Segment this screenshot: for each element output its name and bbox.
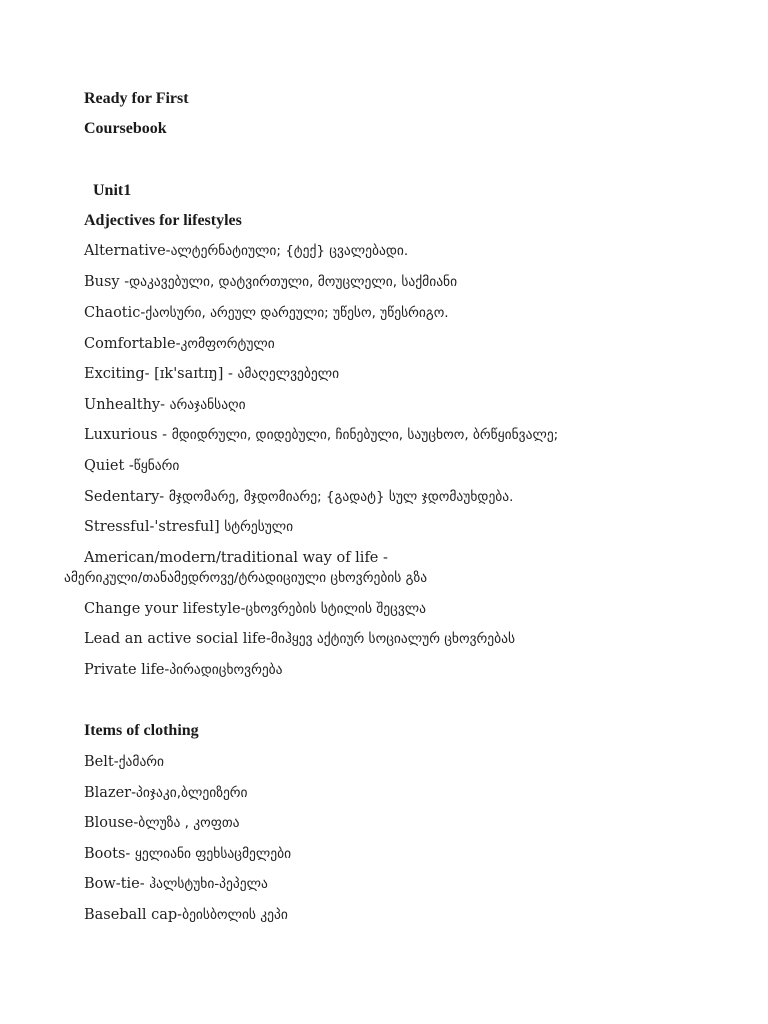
list-item (84, 241, 408, 261)
entry-gloss: მდიდრული, დიდებული, ჩინებული, საუცხოო, ბრწყინვალე; (171, 427, 559, 443)
list-item (84, 813, 240, 833)
list-item (84, 517, 293, 537)
entry-term: Stressful-'stresful] (84, 519, 225, 535)
wrapped-entry-line-2: ამერიკული/თანამედროვე/ტრადიციული ცხოვრების გზა (64, 570, 428, 586)
entry-term: Lead an active social life- (84, 631, 271, 647)
unit-heading: Unit1 (93, 182, 132, 199)
entry-gloss: სტრესული (224, 519, 294, 535)
entry-term: Quiet - (84, 458, 134, 474)
entry-term: Bow-tie- (84, 876, 150, 892)
list-item (84, 874, 268, 894)
clothing-heading: Items of clothing (84, 722, 199, 739)
list-item (84, 395, 246, 415)
list-item (84, 364, 339, 384)
entry-term: Unhealthy- (84, 397, 170, 413)
entry-term: Baseball cap- (84, 907, 183, 923)
entry-gloss: ქაოსური, არეულ დარეული; უწესო, უწესრიგო. (145, 305, 449, 321)
list-item (84, 844, 291, 864)
entry-gloss: არაჯანსაღი (169, 397, 246, 413)
entry-term: Exciting- [ɪk'saɪtɪŋ] - (84, 366, 238, 382)
entry-gloss: ბლუზა , კოფთა (138, 815, 240, 831)
entry-term: Change your lifestyle- (84, 601, 246, 617)
list-item (84, 334, 275, 354)
entry-term: Blouse- (84, 815, 139, 831)
entry-term: Chaotic- (84, 305, 146, 321)
document-subtitle: Coursebook (84, 120, 167, 137)
list-item (84, 599, 426, 619)
list-item (84, 629, 515, 649)
entry-term: Belt- (84, 754, 119, 770)
entry-gloss: კომფორტული (180, 336, 275, 352)
entry-gloss: ცხოვრების სტილის შეცვლა (245, 601, 426, 617)
lifestyles-heading: Adjectives for lifestyles (84, 212, 242, 229)
entry-gloss: პიჯაკი,ბლეიზერი (136, 785, 248, 801)
entry-gloss: წყნარი (133, 458, 180, 474)
list-item (84, 456, 179, 476)
list-item (84, 752, 164, 772)
document-title: Ready for First (84, 90, 189, 107)
entry-term: Boots- (84, 846, 135, 862)
entry-term: Sedentary- (84, 489, 169, 505)
list-item (84, 487, 513, 507)
entry-gloss: ჰალსტუხი-პეპელა (149, 876, 268, 892)
entry-gloss: მიჰყევ აქტიურ სოციალურ ცხოვრებას (270, 631, 516, 647)
entry-gloss: დაკავებული, დატვირთული, მოუცლელი, საქმიანი (129, 274, 458, 290)
entry-term: Blazer- (84, 785, 136, 801)
wrapped-entry-line-1: American/modern/traditional way of life - (84, 550, 388, 566)
list-item (84, 425, 558, 445)
list-item (84, 905, 288, 925)
entry-term: Comfortable- (84, 336, 181, 352)
entry-term: Busy - (84, 274, 130, 290)
entry-term: Private life- (84, 662, 170, 678)
list-item (84, 272, 457, 292)
entry-gloss: ყელიანი ფეხსაცმელები (134, 846, 292, 862)
entry-gloss: ალტერნატიული; {ტექ} ცვალებადი. (170, 243, 409, 259)
entry-gloss: მჯდომარე, მჯდომიარე; {გადატ} სულ ჯდომაუხდება. (168, 489, 514, 505)
entry-term: Alternative- (84, 243, 171, 259)
list-item (84, 783, 248, 803)
entry-gloss: პირადიცხოვრება (169, 662, 283, 678)
list-item (84, 660, 283, 680)
list-item (84, 303, 449, 323)
entry-gloss: ქამარი (118, 754, 165, 770)
entry-gloss: ამაღელვებელი (237, 366, 340, 382)
entry-gloss: ბეისბოლის კეპი (182, 907, 288, 923)
entry-term: Luxurious - (84, 427, 172, 443)
